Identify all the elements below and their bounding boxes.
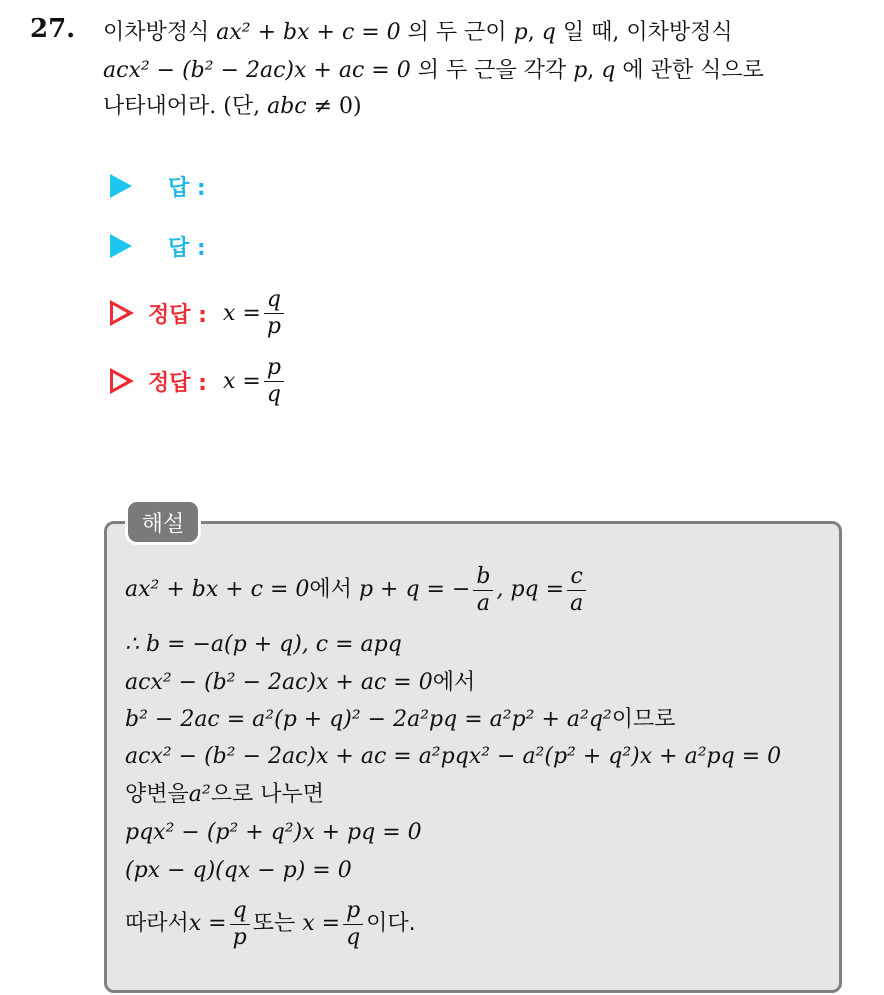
variable: q — [541, 20, 556, 45]
fraction — [473, 564, 493, 616]
numerator: p — [264, 355, 284, 381]
solution-line-5 — [125, 742, 781, 772]
denominator: p — [266, 313, 281, 339]
fraction — [567, 564, 586, 616]
fraction — [343, 898, 363, 950]
solution-line-1 — [125, 560, 589, 620]
correct-label: 정답 : — [148, 302, 207, 328]
denominator: a — [570, 590, 584, 616]
equation: acx² − (b² − 2ac)x + ac = a²pqx² − a²(p² + q²)x + a²pq = 0 — [125, 744, 782, 769]
solution-line-9 — [125, 894, 416, 954]
solution-tag: 해설 — [128, 502, 198, 542]
play-triangle-icon — [110, 234, 132, 258]
answer-row-2[interactable] — [110, 224, 206, 268]
equation-lhs: x = — [188, 911, 227, 936]
solution-text: 에서 — [309, 577, 352, 602]
fraction — [230, 898, 250, 950]
answer-label: 답 : — [168, 175, 206, 201]
variable: q — [601, 58, 616, 83]
denominator: q — [346, 924, 361, 950]
outline-triangle-icon — [110, 300, 134, 326]
fraction — [264, 287, 284, 339]
equation-lhs: x = — [222, 300, 261, 326]
denominator: a — [476, 590, 490, 616]
solution-text: 이므로 — [611, 707, 676, 732]
correct-label: 정답 : — [148, 370, 207, 396]
question-line-3 — [103, 90, 362, 124]
solution-text: 따라서 — [125, 911, 189, 936]
fraction — [264, 355, 284, 407]
equation: ax² + bx + c = 0 — [216, 20, 401, 45]
equation: p + q = − — [358, 577, 471, 602]
numerator: p — [343, 898, 363, 924]
question-text: 의 두 근을 각각 — [410, 58, 574, 83]
denominator: q — [266, 381, 281, 407]
solution-line-3 — [125, 668, 475, 698]
correct-answer-2 — [110, 351, 287, 411]
solution-line-6 — [125, 780, 324, 810]
variable: p — [573, 58, 588, 83]
equation: ax² + bx + c = 0 — [125, 577, 310, 602]
denominator: p — [232, 924, 247, 950]
question-text: 에 관한 식으로 — [615, 58, 764, 83]
equation-lhs: x = — [222, 368, 261, 394]
answer-row-1[interactable] — [110, 164, 206, 208]
question-text: 일 때, 이차방정식 — [555, 20, 733, 45]
solution-text: 에서 — [432, 670, 476, 695]
question-text: 의 두 근이 — [400, 20, 514, 45]
question-line-2 — [103, 54, 764, 88]
solution-text: 또는 — [252, 911, 296, 936]
answer-label: 답 : — [168, 235, 206, 261]
question-line-1 — [103, 16, 733, 50]
equation: b² − 2ac = a²(p + q)² − 2a²pq = a²p² + a²q² — [125, 707, 612, 732]
variable: abc — [267, 94, 307, 119]
numerator: c — [567, 564, 585, 590]
variable: p — [513, 20, 528, 45]
equation: (px − q)(qx − p) = 0 — [125, 858, 352, 883]
solution-text: 으로 나누면 — [210, 782, 324, 807]
question-text: 이차방정식 — [103, 20, 217, 45]
solution-line-8 — [125, 856, 352, 886]
solution-text: 이다. — [366, 911, 416, 936]
equation: pqx² − (p² + q²)x + pq = 0 — [125, 820, 422, 845]
play-triangle-icon — [110, 174, 132, 198]
question-text: , — [587, 58, 602, 83]
question-text: , — [527, 20, 542, 45]
equation: ∴ b = −a(p + q), c = apq — [125, 632, 402, 657]
question-text: 나타내어라. (단, — [103, 94, 268, 119]
variable: a² — [188, 782, 211, 807]
equation: acx² − (b² − 2ac)x + ac = 0 — [125, 670, 433, 695]
numerator: q — [230, 898, 250, 924]
solution-line-4 — [125, 705, 675, 735]
equation: acx² − (b² − 2ac)x + ac = 0 — [103, 58, 411, 83]
solution-line-2 — [125, 630, 402, 660]
correct-answer-1 — [110, 283, 287, 343]
solution-line-7 — [125, 818, 422, 848]
numerator: q — [264, 287, 284, 313]
equation-lhs: x = — [302, 911, 341, 936]
question-text: ≠ 0) — [306, 94, 362, 119]
question-number: 27. — [30, 14, 76, 44]
numerator: b — [473, 564, 493, 590]
outline-triangle-icon — [110, 368, 134, 394]
solution-text: 양변을 — [125, 782, 189, 807]
equation: , pq = — [496, 577, 565, 602]
